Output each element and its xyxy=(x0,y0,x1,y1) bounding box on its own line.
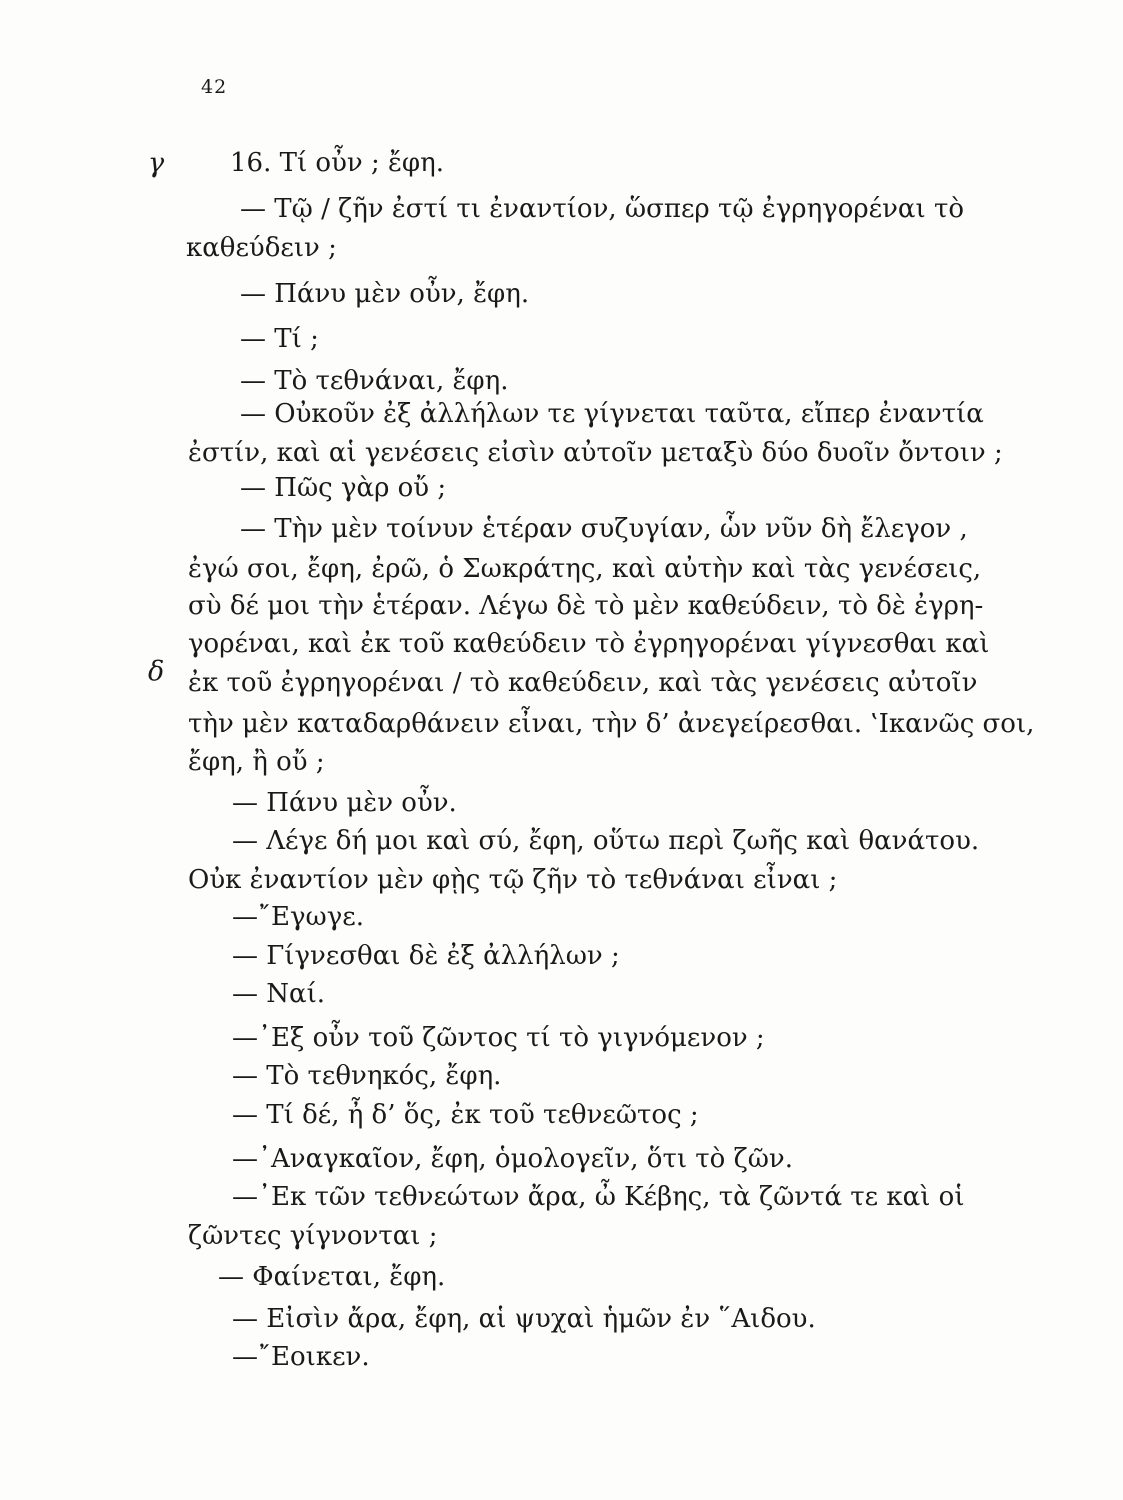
text-line: —᾽Εκ τῶν τεθνεώτων ἄρα, ὦ Κέβης, τὰ ζῶντά τε καὶ οἱ xyxy=(232,1182,965,1212)
text-line: — Ναί. xyxy=(232,979,326,1009)
page-number: 42 xyxy=(201,76,228,98)
text-line: — Τὸ τεθνάναι, ἔφη. xyxy=(240,366,509,396)
text-line: καθεύδειν ; xyxy=(186,233,337,263)
text-line: — Τί δέ, ἦ δ’ ὅς, ἐκ τοῦ τεθνεῶτος ; xyxy=(232,1100,699,1130)
text-line: ἐγώ σοι, ἔφη, ἐρῶ, ὁ Σωκράτης, καὶ αὐτὴν καὶ τὰς γενέσεις, xyxy=(188,554,982,584)
text-line: — Φαίνεται, ἔφη. xyxy=(218,1262,446,1292)
text-line: — Λέγε δή μοι καὶ σύ, ἔφη, οὕτω περὶ ζωῆς καὶ θανάτου. xyxy=(232,826,980,856)
text-line: γορέναι, καὶ ἐκ τοῦ καθεύδειν τὸ ἐγρηγορέναι γίγνεσθαι καὶ xyxy=(188,629,990,659)
text-line: — Τῷ / ζῆν ἐστί τι ἐναντίον, ὥσπερ τῷ ἐγρηγορέναι τὸ xyxy=(240,194,964,224)
text-line: ἐκ τοῦ ἐγρηγορέναι / τὸ καθεύδειν, καὶ τὰς γενέσεις αὐτοῖν xyxy=(188,668,978,698)
text-line: ἐστίν, καὶ αἱ γενέσεις εἰσὶν αὐτοῖν μεταξὺ δύο δυοῖν ὄντοιν ; xyxy=(188,438,1003,468)
text-line: ζῶντες γίγνονται ; xyxy=(188,1221,438,1251)
text-line: —῎Εγωγε. xyxy=(232,902,364,932)
text-line: σὺ δέ μοι τὴν ἑτέραν. Λέγω δὲ τὸ μὲν καθεύδειν, τὸ δὲ ἐγρη- xyxy=(188,591,984,621)
text-line: ἔφη, ἢ οὔ ; xyxy=(188,747,325,777)
text-line: — Τὸ τεθνηκός, ἔφη. xyxy=(232,1061,502,1091)
text-line: 16. Τί οὖν ; ἔφη. xyxy=(230,148,444,178)
margin-marker-gamma: γ xyxy=(148,148,165,179)
text-line: — Πῶς γὰρ οὔ ; xyxy=(240,473,447,503)
text-line: —῎Εοικεν. xyxy=(232,1342,370,1372)
text-line: — Τί ; xyxy=(240,324,319,354)
text-line: —᾽Εξ οὖν τοῦ ζῶντος τί τὸ γιγνόμενον ; xyxy=(232,1023,765,1053)
margin-marker-delta: δ xyxy=(148,656,165,687)
text-line: — Γίγνεσθαι δὲ ἐξ ἀλλήλων ; xyxy=(232,941,620,971)
text-line: Οὐκ ἐναντίον μὲν φῂς τῷ ζῆν τὸ τεθνάναι εἶναι ; xyxy=(188,865,838,895)
text-line: τὴν μὲν καταδαρθάνειν εἶναι, τὴν δ’ ἀνεγείρεσθαι. ‛Ικανῶς σοι, xyxy=(188,709,1035,739)
text-line: — Εἰσὶν ἄρα, ἔφη, αἱ ψυχαὶ ἡμῶν ἐν ῞Αιδου. xyxy=(232,1304,816,1334)
text-line: — Πάνυ μὲν οὖν. xyxy=(232,788,457,818)
text-line: — Οὐκοῦν ἐξ ἀλλήλων τε γίγνεται ταῦτα, εἴπερ ἐναντία xyxy=(240,399,984,429)
text-line: — Τὴν μὲν τοίνυν ἑτέραν συζυγίαν, ὧν νῦν δὴ ἔλεγον , xyxy=(240,514,968,544)
text-line: — Πάνυ μὲν οὖν, ἔφη. xyxy=(240,279,530,309)
text-line: —᾽Αναγκαῖον, ἔφη, ὁμολογεῖν, ὅτι τὸ ζῶν. xyxy=(232,1144,793,1174)
